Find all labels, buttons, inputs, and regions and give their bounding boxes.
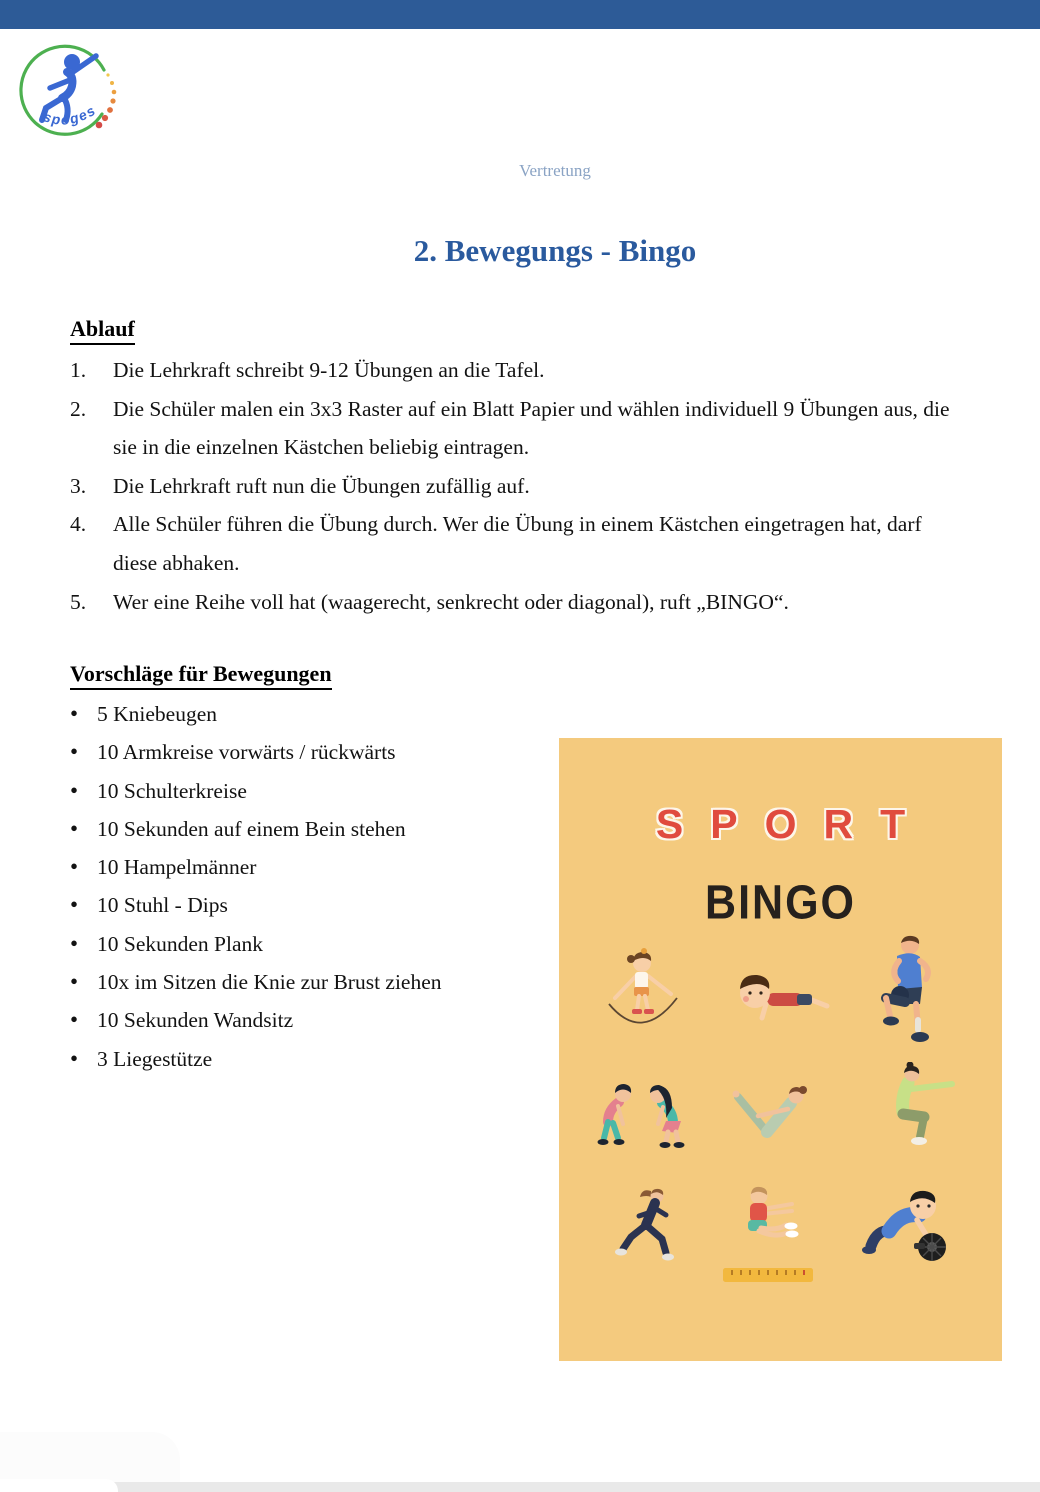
spoges-logo	[12, 42, 122, 142]
document-subtitle: Vertretung	[519, 161, 591, 180]
section-heading-ablauf: Ablauf	[70, 316, 135, 345]
list-item-text: Wer eine Reihe voll hat (waagerecht, senkrecht oder diagonal), ruft „BINGO“.	[113, 589, 789, 614]
poster-title: SPORT	[655, 801, 933, 847]
section-heading-vorschlaege: Vorschläge für Bewegungen	[70, 661, 332, 690]
list-item: • 10x im Sitzen die Knie zur Brust ziehen	[70, 963, 550, 1001]
ablauf-list	[70, 351, 970, 621]
squat-woman-icon	[859, 1062, 956, 1146]
footer-rounded-tab	[0, 1479, 118, 1492]
list-item	[70, 583, 970, 622]
list-item: • 10 Sekunden auf einem Bein stehen	[70, 810, 550, 848]
list-item-text: Die Lehrkraft schreibt 9-12 Übungen an die Tafel.	[113, 358, 545, 382]
high-knees-man-icon	[869, 934, 941, 1048]
list-item	[70, 467, 970, 506]
spoges-logo-icon	[12, 42, 122, 142]
list-item: • 10 Stuhl - Dips	[70, 886, 550, 924]
list-item: • 10 Schulterkreise	[70, 772, 550, 810]
list-item-number: 4.	[70, 512, 87, 537]
push-up-boy-icon	[731, 966, 833, 1028]
list-item: • 10 Sekunden Plank	[70, 925, 550, 963]
list-item	[70, 351, 970, 390]
list-item: • 5 Kniebeugen	[70, 695, 550, 733]
list-item: • 10 Armkreise vorwärts / rückwärts	[70, 733, 550, 771]
list-item-number: 3.	[70, 473, 87, 498]
list-item: • 3 Liegestütze	[70, 1040, 550, 1078]
list-item-number: 5.	[70, 589, 87, 614]
list-item	[70, 505, 970, 582]
list-item-text: Alle Schüler führen die Übung durch. Wer die Übung in einem Kästchen eingetragen hat, darf diese abhaken.	[113, 512, 922, 575]
footer-bar	[0, 1482, 1040, 1492]
poster-subtitle: BINGO	[705, 876, 856, 930]
long-jump-boy-icon	[733, 1186, 805, 1250]
ab-roller-boy-icon	[857, 1184, 954, 1270]
list-item-text: Die Lehrkraft ruft nun die Übungen zufällig auf.	[113, 473, 530, 498]
vorschlaege-list	[70, 695, 550, 1078]
page-title: 2. Bewegungs - Bingo	[413, 233, 697, 268]
list-item-number: 2.	[70, 396, 87, 421]
spoges-logo-text: spoges	[41, 101, 99, 128]
sport-bingo-poster	[559, 738, 1002, 1361]
list-item: • 10 Hampelmänner	[70, 848, 550, 886]
list-item-text: Die Schüler malen ein 3x3 Raster auf ein Blatt Papier und wählen individuell 9 Übungen aus, die sie in die einzelnen Kästchen beliebig eintragen.	[113, 396, 950, 460]
measuring-ruler-icon	[723, 1268, 813, 1282]
top-bar	[0, 0, 1040, 29]
running-woman-icon	[613, 1186, 687, 1266]
list-item-number: 1.	[70, 358, 87, 382]
list-item: • 10 Sekunden Wandsitz	[70, 1001, 550, 1039]
jump-rope-girl-icon	[595, 946, 690, 1046]
list-item	[70, 390, 970, 467]
v-sit-woman-icon	[725, 1082, 819, 1144]
stretching-kids-icon	[595, 1072, 697, 1148]
